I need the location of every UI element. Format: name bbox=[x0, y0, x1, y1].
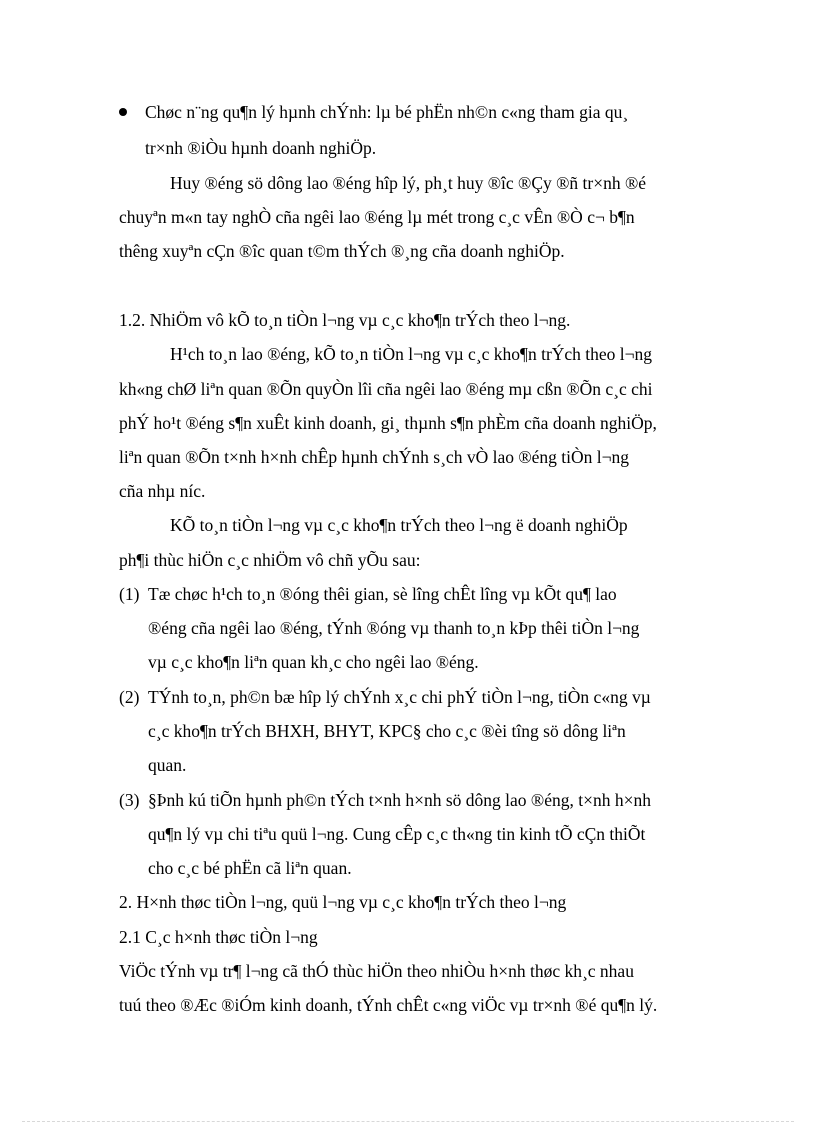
para2-line-1: H¹ch to¸n lao ®éng, kÕ to¸n tiÒn l¬ng vµ c¸c kho¶n trÝch theo l¬ng bbox=[170, 344, 653, 364]
para1-line-2: chuyªn m«n tay nghÒ cña ngêi lao ®éng lµ mét trong c¸c vÊn ®Ò c¬ b¶n bbox=[119, 207, 635, 227]
heading-2: 2. H×nh thøc tiÒn l¬ng, quü l¬ng vµ c¸c kho¶n trÝch theo l¬ng bbox=[119, 892, 567, 912]
item2-line-3: quan. bbox=[148, 755, 187, 775]
item3-line-2: qu¶n lý vµ chi tiªu quü l¬ng. Cung cÊp c¸c th«ng tin kinh tÕ cÇn thiÕt bbox=[148, 824, 646, 844]
heading-1-2: 1.2. NhiÖm vô kÕ to¸n tiÒn l¬ng vµ c¸c kho¶n trÝch theo l¬ng. bbox=[119, 310, 571, 330]
para3-line-2: ph¶i thùc hiÖn c¸c nhiÖm vô chñ yÕu sau: bbox=[119, 550, 421, 570]
item3-line-3: cho c¸c bé phËn cã liªn quan. bbox=[148, 858, 352, 878]
para1-line-3: thêng xuyªn cÇn ®îc quan t©m thÝch ®¸ng cña doanh nghiÖp. bbox=[119, 241, 565, 261]
para2-line-2: kh«ng chØ liªn quan ®Õn quyÒn lîi cña ngêi lao ®éng mµ cßn ®Õn c¸c chi bbox=[119, 379, 653, 399]
item2-line-2: c¸c kho¶n trÝch BHXH, BHYT, KPC§ cho c¸c ®èi tîng sö dông liªn bbox=[148, 721, 626, 741]
page-bottom-divider bbox=[22, 1121, 794, 1122]
bullet-line-2: tr×nh ®iÒu hµnh doanh nghiÖp. bbox=[145, 138, 377, 158]
para1-line-1: Huy ®éng sö dông lao ®éng hîp lý, ph¸t huy ®îc ®Çy ®ñ tr×nh ®é bbox=[170, 173, 647, 193]
para4-line-2: tuú theo ®Æc ®iÓm kinh doanh, tÝnh chÊt c«ng viÖc vµ tr×nh ®é qu¶n lý. bbox=[119, 995, 658, 1015]
para2-line-4: liªn quan ®Õn t×nh h×nh chÊp hµnh chÝnh s¸ch vÒ lao ®éng tiÒn l¬ng bbox=[119, 447, 630, 467]
item1-number: (1) bbox=[119, 584, 140, 604]
para3-line-1: KÕ to¸n tiÒn l¬ng vµ c¸c kho¶n trÝch theo l¬ng ë doanh nghiÖp bbox=[170, 515, 628, 535]
item2-line-1: TÝnh to¸n, ph©n bæ hîp lý chÝnh x¸c chi phÝ tiÒn l¬ng, tiÒn c«ng vµ bbox=[148, 687, 651, 707]
item2-number: (2) bbox=[119, 687, 140, 707]
para4-line-1: ViÖc tÝnh vµ tr¶ l¬ng cã thÓ thùc hiÖn theo nhiÒu h×nh thøc kh¸c nhau bbox=[119, 961, 634, 981]
bullet-line-1: Chøc n¨ng qu¶n lý hµnh chÝnh: lµ bé phËn nh©n c«ng tham gia qu¸ bbox=[145, 102, 629, 122]
item3-line-1: §Þnh kú tiÕn hµnh ph©n tÝch t×nh h×nh sö dông lao ®éng, t×nh h×nh bbox=[148, 790, 651, 810]
item1-line-1: Tæ chøc h¹ch to¸n ®óng thêi gian, sè lîng chÊt lîng vµ kÕt qu¶ lao bbox=[148, 584, 617, 604]
heading-2-1: 2.1 C¸c h×nh thøc tiÒn l¬ng bbox=[119, 927, 318, 947]
item1-line-3: vµ c¸c kho¶n liªn quan kh¸c cho ngêi lao ®éng. bbox=[148, 652, 479, 672]
para2-line-3: phÝ ho¹t ®éng s¶n xuÊt kinh doanh, gi¸ thµnh s¶n phÈm cña doanh nghiÖp, bbox=[119, 413, 657, 433]
item3-number: (3) bbox=[119, 790, 140, 810]
para2-line-5: cña nhµ níc. bbox=[119, 481, 206, 501]
bullet-icon bbox=[119, 108, 127, 116]
item1-line-2: ®éng cña ngêi lao ®éng, tÝnh ®óng vµ thanh to¸n kÞp thêi tiÒn l¬ng bbox=[148, 618, 640, 638]
